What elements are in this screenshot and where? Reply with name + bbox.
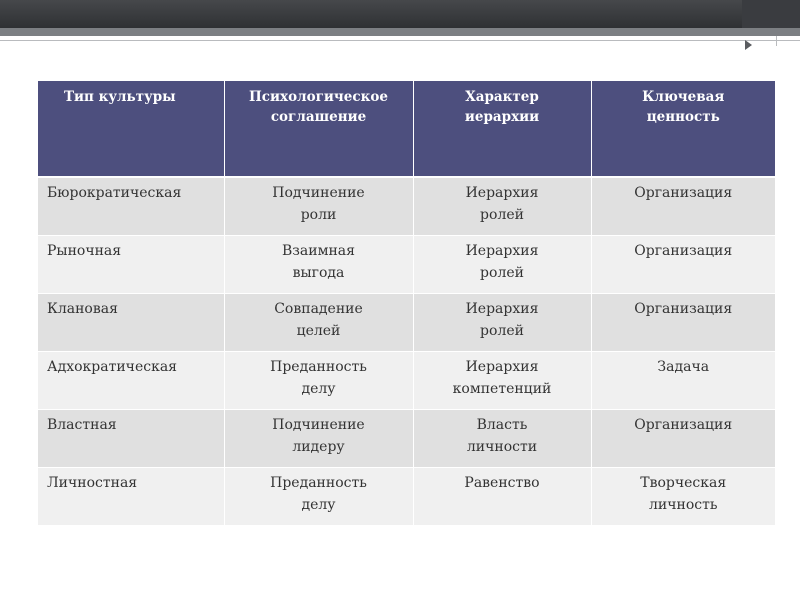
frame-edge <box>776 36 777 46</box>
header-hierarchy-character: Характер иерархии <box>413 81 591 177</box>
table-row <box>38 236 775 294</box>
cell-culture-type: Бюрократическая <box>38 177 224 236</box>
cell-psychological-agreement: Совпадение целей <box>224 294 413 352</box>
cell-key-value: Организация <box>591 410 775 468</box>
top-banner <box>0 0 800 28</box>
cell-hierarchy-character: Власть личности <box>413 410 591 468</box>
cell-culture-type: Личностная <box>38 468 224 526</box>
cell-key-value: Организация <box>591 177 775 236</box>
triangle-arrow-icon <box>745 40 752 50</box>
cell-psychological-agreement: Подчинение лидеру <box>224 410 413 468</box>
table-row <box>38 352 775 410</box>
cell-hierarchy-character: Иерархия ролей <box>413 294 591 352</box>
cell-psychological-agreement: Преданность делу <box>224 468 413 526</box>
cell-key-value: Творческая личность <box>591 468 775 526</box>
cell-culture-type: Властная <box>38 410 224 468</box>
cell-hierarchy-character: Иерархия компетенций <box>413 352 591 410</box>
header-key-value: Ключевая ценность <box>591 81 775 177</box>
culture-types-table <box>38 81 775 526</box>
table-row <box>38 410 775 468</box>
table-row <box>38 468 775 526</box>
accent-strip <box>0 28 800 36</box>
cell-psychological-agreement: Взаимная выгода <box>224 236 413 294</box>
cell-hierarchy-character: Иерархия ролей <box>413 236 591 294</box>
table-header-row <box>38 81 775 177</box>
cell-psychological-agreement: Преданность делу <box>224 352 413 410</box>
header-psychological-agreement: Психологическое соглашение <box>224 81 413 177</box>
top-banner-corner <box>742 0 800 28</box>
cell-hierarchy-character: Иерархия ролей <box>413 177 591 236</box>
cell-key-value: Задача <box>591 352 775 410</box>
cell-culture-type: Клановая <box>38 294 224 352</box>
table-row <box>38 177 775 236</box>
table-row <box>38 294 775 352</box>
header-culture-type: Тип культуры <box>38 81 224 177</box>
cell-key-value: Организация <box>591 236 775 294</box>
cell-culture-type: Рыночная <box>38 236 224 294</box>
cell-hierarchy-character: Равенство <box>413 468 591 526</box>
cell-key-value: Организация <box>591 294 775 352</box>
cell-psychological-agreement: Подчинение роли <box>224 177 413 236</box>
divider-line <box>0 40 800 41</box>
cell-culture-type: Адхократическая <box>38 352 224 410</box>
